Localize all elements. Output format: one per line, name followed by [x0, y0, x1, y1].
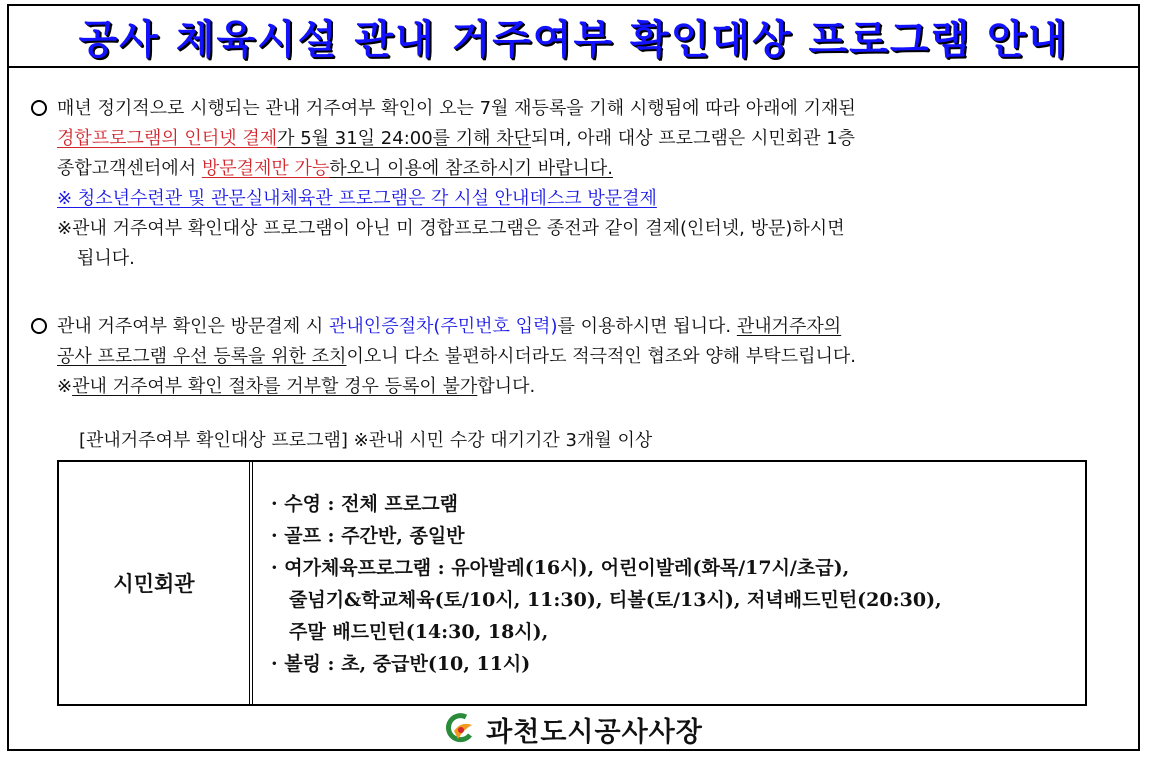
- venue-label: 시민회관: [113, 571, 195, 596]
- s1-line-5: ※관내 거주여부 확인대상 프로그램이 아닌 미 경합프로그램은 종전과 같이 결제(인터넷, 방문)하시면: [57, 218, 845, 239]
- circle-bullet-icon: [31, 100, 47, 116]
- table-caption: [관내거주여부 확인대상 프로그램] ※관내 시민 수강 대기기간 3개월 이상: [79, 430, 653, 451]
- page-title: 공사 체육시설 관내 거주여부 확인대상 프로그램 안내: [78, 16, 1069, 63]
- refusal-text: 관내 거주여부 확인 절차를 거부할 경우 등록이 불가: [72, 376, 478, 397]
- program-leisure-cont-1: 줄넘기&학교체육(토/10시, 11:30), 티볼(토/13시), 저녁배드민턴(20:30),: [289, 589, 942, 611]
- program-list-cell: [253, 462, 1085, 704]
- s2-line-2-rest: 이오니 다소 불편하시더라도 적극적인 협조와 양해 부탁드립니다.: [346, 346, 856, 367]
- cutoff-text: 가 5월 31일 24:00를 기해 차단: [277, 128, 532, 149]
- org-name: 과천도시공사사장: [486, 716, 703, 748]
- program-table: [57, 460, 1087, 706]
- s2-line-2: [57, 342, 856, 371]
- s1-line-6: 됩니다.: [77, 248, 135, 269]
- auth-procedure-text: 관내인증절차(주민번호 입력): [329, 316, 558, 337]
- circle-bullet-icon: [31, 318, 47, 334]
- visit-payment-text: 방문결제만 가능: [201, 158, 330, 179]
- s1-line-3: [57, 154, 613, 183]
- s1-line-2-rest: 되며, 아래 대상 프로그램은 시민회관 1층: [531, 128, 856, 149]
- title-bar: [9, 6, 1138, 68]
- section-1: [31, 94, 1136, 284]
- note-mark: ※: [57, 376, 73, 397]
- program-leisure-cont-2: 주말 배드민턴(14:30, 18시),: [289, 621, 549, 643]
- s1-line-3-rest: 하오니 이용에 참조하시기 바랍니다.: [329, 158, 613, 179]
- program-golf: · 골프 : 주간반, 종일반: [271, 525, 465, 547]
- notice-frame: [7, 4, 1140, 751]
- s1-line-1: 매년 정기적으로 시행되는 관내 거주여부 확인이 오는 7월 재등록을 기해 시행됨에 따라 아래에 기재된: [57, 98, 856, 119]
- program-leisure: · 여가체육프로그램 : 유아발레(16시), 어린이발레(화목/17시/초급),: [271, 557, 850, 579]
- program-swimming: · 수영 : 전체 프로그램: [271, 493, 458, 515]
- footer: [9, 710, 1138, 748]
- s2-line-3-rest: 합니다.: [477, 376, 536, 397]
- resident-text: 관내거주자의: [736, 316, 842, 337]
- s2-line-1-mid: 를 이용하시면 됩니다.: [557, 316, 737, 337]
- internet-payment-text: 경합프로그램의 인터넷 결제: [57, 128, 278, 149]
- corporation-logo-icon: [444, 713, 478, 745]
- s1-line-2: [57, 124, 855, 153]
- s2-line-3: [57, 372, 535, 401]
- s2-line-1-start: 관내 거주여부 확인은 방문결제 시: [57, 316, 330, 337]
- section-2: [31, 312, 1136, 412]
- venue-cell: [59, 462, 253, 704]
- youth-center-note: ※ 청소년수련관 및 관문실내체육관 프로그램은 각 시설 안내데스크 방문결제: [57, 188, 657, 209]
- s1-line-3-start: 종합고객센터에서: [57, 158, 202, 179]
- program-bowling: · 볼링 : 초, 중급반(10, 11시): [271, 653, 531, 675]
- priority-text: 공사 프로그램 우선 등록을 위한 조치: [57, 346, 347, 367]
- s2-line-1: [57, 312, 841, 341]
